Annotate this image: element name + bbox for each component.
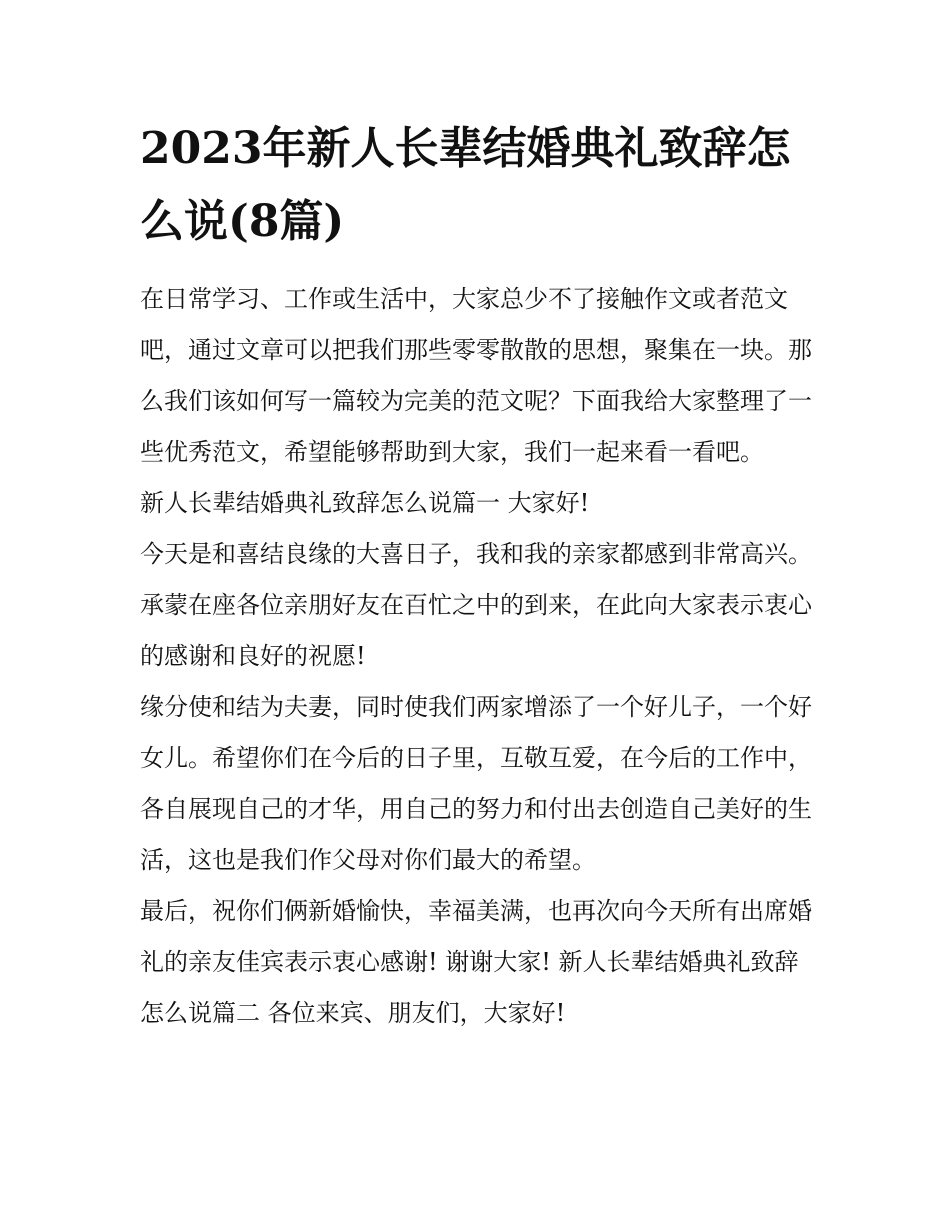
body-paragraph: 今天是和喜结良缘的大喜日子，我和我的亲家都感到非常高兴。承蒙在座各位亲朋好友在百忙之中的到来，在此向大家表示衷心的感谢和良好的祝愿! bbox=[140, 540, 812, 670]
body-paragraph: 最后，祝你们俩新婚愉快，幸福美满，也再次向今天所有出席婚礼的亲友佳宾表示衷心感谢! 谢谢大家! 新人长辈结婚典礼致辞怎么说篇二 各位来宾、朋友们，大家好! bbox=[140, 897, 812, 1027]
section-heading-paragraph: 新人长辈结婚典礼致辞怎么说篇一 大家好! bbox=[140, 489, 590, 517]
body-paragraph: 缘分使和结为夫妻，同时使我们两家增添了一个好儿子，一个好女儿。希望你们在今后的日子里，互敬互爱，在今后的工作中，各自展现自己的才华，用自己的努力和付出去创造自己美好的生活，这也是我们作父母对你们最大的希望。 bbox=[140, 693, 812, 874]
document-body bbox=[140, 112, 820, 1039]
intro-paragraph: 在日常学习、工作或生活中，大家总少不了接触作文或者范文吧，通过文章可以把我们那些零零散散的思想，聚集在一块。那么我们该如何写一篇较为完美的范文呢？下面我给大家整理了一些优秀范文，希望能够帮助到大家，我们一起来看一看吧。 bbox=[140, 285, 812, 466]
document-title: 2023年新人长辈结婚典礼致辞怎么说(8篇) bbox=[140, 123, 791, 247]
